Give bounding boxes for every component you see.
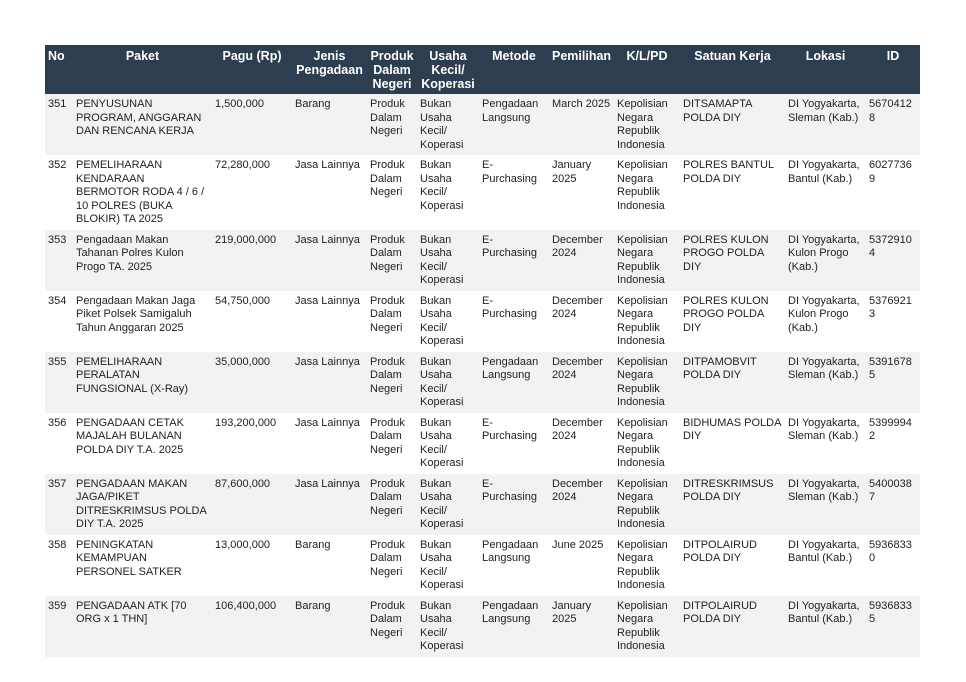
cell-satuan-kerja: DITPOLAIRUD POLDA DIY [680, 535, 785, 596]
cell-no: 353 [45, 230, 73, 291]
cell-klpd: Kepolisian Negara Republik Indonesia [614, 413, 680, 474]
cell-jenis-pengadaan: Barang [292, 535, 367, 596]
table-body [45, 94, 920, 657]
cell-no: 355 [45, 352, 73, 413]
cell-pemilihan: December 2024 [549, 352, 614, 413]
cell-pagu: 193,200,000 [212, 413, 292, 474]
cell-klpd: Kepolisian Negara Republik Indonesia [614, 535, 680, 596]
cell-pagu: 13,000,000 [212, 535, 292, 596]
cell-pemilihan: March 2025 [549, 94, 614, 155]
cell-id: 53769213 [866, 291, 920, 352]
table-row[interactable] [45, 596, 920, 657]
cell-usaha-kecil: Bukan Usaha Kecil/ Koperasi [417, 596, 479, 657]
cell-satuan-kerja: DITPOLAIRUD POLDA DIY [680, 596, 785, 657]
cell-no: 357 [45, 474, 73, 535]
cell-satuan-kerja: POLRES KULON PROGO POLDA DIY [680, 291, 785, 352]
cell-usaha-kecil: Bukan Usaha Kecil/ Koperasi [417, 474, 479, 535]
cell-pemilihan: January 2025 [549, 596, 614, 657]
header-usaha-kecil[interactable]: Usaha Kecil/ Koperasi [417, 45, 479, 94]
cell-paket: Pengadaan Makan Tahanan Polres Kulon Progo TA. 2025 [73, 230, 212, 291]
header-satuan-kerja[interactable]: Satuan Kerja [680, 45, 785, 94]
cell-no: 354 [45, 291, 73, 352]
cell-paket: PENINGKATAN KEMAMPUAN PERSONEL SATKER [73, 535, 212, 596]
cell-produk-dalam-negeri: Produk Dalam Negeri [367, 230, 417, 291]
cell-jenis-pengadaan: Jasa Lainnya [292, 230, 367, 291]
cell-produk-dalam-negeri: Produk Dalam Negeri [367, 535, 417, 596]
cell-id: 56704128 [866, 94, 920, 155]
cell-no: 352 [45, 155, 73, 230]
cell-pemilihan: December 2024 [549, 413, 614, 474]
cell-satuan-kerja: POLRES KULON PROGO POLDA DIY [680, 230, 785, 291]
cell-lokasi: DI Yogyakarta, Sleman (Kab.) [785, 352, 866, 413]
cell-produk-dalam-negeri: Produk Dalam Negeri [367, 596, 417, 657]
cell-satuan-kerja: DITPAMOBVIT POLDA DIY [680, 352, 785, 413]
cell-jenis-pengadaan: Barang [292, 94, 367, 155]
cell-pagu: 72,280,000 [212, 155, 292, 230]
cell-pagu: 87,600,000 [212, 474, 292, 535]
cell-pagu: 1,500,000 [212, 94, 292, 155]
cell-produk-dalam-negeri: Produk Dalam Negeri [367, 413, 417, 474]
cell-metode: Pengadaan Langsung [479, 535, 549, 596]
cell-id: 53916785 [866, 352, 920, 413]
cell-pemilihan: June 2025 [549, 535, 614, 596]
header-pemilihan[interactable]: Pemilihan [549, 45, 614, 94]
cell-paket: PENYUSUNAN PROGRAM, ANGGARAN DAN RENCANA KERJA [73, 94, 212, 155]
cell-paket: PENGADAAN ATK [70 ORG x 1 THN] [73, 596, 212, 657]
cell-paket: Pengadaan Makan Jaga Piket Polsek Samigaluh Tahun Anggaran 2025 [73, 291, 212, 352]
cell-usaha-kecil: Bukan Usaha Kecil/ Koperasi [417, 230, 479, 291]
cell-no: 351 [45, 94, 73, 155]
table-row[interactable] [45, 155, 920, 230]
cell-id: 53999942 [866, 413, 920, 474]
cell-pemilihan: December 2024 [549, 474, 614, 535]
cell-pemilihan: January 2025 [549, 155, 614, 230]
cell-jenis-pengadaan: Jasa Lainnya [292, 413, 367, 474]
header-produk-dalam-negeri[interactable]: Produk Dalam Negeri [367, 45, 417, 94]
cell-metode: E-Purchasing [479, 291, 549, 352]
cell-metode: E-Purchasing [479, 230, 549, 291]
cell-lokasi: DI Yogyakarta, Kulon Progo (Kab.) [785, 230, 866, 291]
table-row[interactable] [45, 230, 920, 291]
cell-pagu: 54,750,000 [212, 291, 292, 352]
table-row[interactable] [45, 474, 920, 535]
header-paket[interactable]: Paket [73, 45, 212, 94]
header-jenis-pengadaan[interactable]: Jenis Pengadaan [292, 45, 367, 94]
cell-pemilihan: December 2024 [549, 291, 614, 352]
cell-jenis-pengadaan: Jasa Lainnya [292, 352, 367, 413]
cell-jenis-pengadaan: Jasa Lainnya [292, 291, 367, 352]
cell-usaha-kecil: Bukan Usaha Kecil/ Koperasi [417, 155, 479, 230]
cell-jenis-pengadaan: Jasa Lainnya [292, 155, 367, 230]
cell-metode: E-Purchasing [479, 413, 549, 474]
table-header-row [45, 45, 920, 94]
cell-metode: Pengadaan Langsung [479, 596, 549, 657]
cell-satuan-kerja: BIDHUMAS POLDA DIY [680, 413, 785, 474]
table-row[interactable] [45, 535, 920, 596]
header-no[interactable]: No [45, 45, 73, 94]
cell-satuan-kerja: POLRES BANTUL POLDA DIY [680, 155, 785, 230]
cell-pagu: 35,000,000 [212, 352, 292, 413]
cell-lokasi: DI Yogyakarta, Sleman (Kab.) [785, 94, 866, 155]
cell-klpd: Kepolisian Negara Republik Indonesia [614, 352, 680, 413]
cell-satuan-kerja: DITRESKRIMSUS POLDA DIY [680, 474, 785, 535]
header-pagu[interactable]: Pagu (Rp) [212, 45, 292, 94]
cell-paket: PENGADAAN MAKAN JAGA/PIKET DITRESKRIMSUS POLDA DIY T.A. 2025 [73, 474, 212, 535]
cell-paket: PEMELIHARAAN KENDARAAN BERMOTOR RODA 4 / 6 / 10 POLRES (BUKA BLOKIR) TA 2025 [73, 155, 212, 230]
cell-metode: E-Purchasing [479, 474, 549, 535]
cell-jenis-pengadaan: Barang [292, 596, 367, 657]
cell-produk-dalam-negeri: Produk Dalam Negeri [367, 94, 417, 155]
cell-klpd: Kepolisian Negara Republik Indonesia [614, 291, 680, 352]
cell-lokasi: DI Yogyakarta, Sleman (Kab.) [785, 413, 866, 474]
cell-produk-dalam-negeri: Produk Dalam Negeri [367, 352, 417, 413]
cell-usaha-kecil: Bukan Usaha Kecil/ Koperasi [417, 413, 479, 474]
cell-no: 359 [45, 596, 73, 657]
header-metode[interactable]: Metode [479, 45, 549, 94]
cell-usaha-kecil: Bukan Usaha Kecil/ Koperasi [417, 535, 479, 596]
cell-id: 59368335 [866, 596, 920, 657]
cell-lokasi: DI Yogyakarta, Sleman (Kab.) [785, 474, 866, 535]
cell-klpd: Kepolisian Negara Republik Indonesia [614, 94, 680, 155]
cell-produk-dalam-negeri: Produk Dalam Negeri [367, 291, 417, 352]
cell-pemilihan: December 2024 [549, 230, 614, 291]
cell-no: 358 [45, 535, 73, 596]
cell-metode: Pengadaan Langsung [479, 352, 549, 413]
cell-id: 53729104 [866, 230, 920, 291]
cell-usaha-kecil: Bukan Usaha Kecil/ Koperasi [417, 291, 479, 352]
cell-usaha-kecil: Bukan Usaha Kecil/ Koperasi [417, 94, 479, 155]
cell-klpd: Kepolisian Negara Republik Indonesia [614, 230, 680, 291]
cell-no: 356 [45, 413, 73, 474]
cell-lokasi: DI Yogyakarta, Bantul (Kab.) [785, 155, 866, 230]
cell-id: 60277369 [866, 155, 920, 230]
cell-usaha-kecil: Bukan Usaha Kecil/ Koperasi [417, 352, 479, 413]
cell-klpd: Kepolisian Negara Republik Indonesia [614, 155, 680, 230]
cell-pagu: 219,000,000 [212, 230, 292, 291]
cell-metode: E-Purchasing [479, 155, 549, 230]
table-row[interactable] [45, 291, 920, 352]
cell-klpd: Kepolisian Negara Republik Indonesia [614, 474, 680, 535]
header-klpd[interactable]: K/L/PD [614, 45, 680, 94]
cell-satuan-kerja: DITSAMAPTA POLDA DIY [680, 94, 785, 155]
table-row[interactable] [45, 413, 920, 474]
cell-lokasi: DI Yogyakarta, Kulon Progo (Kab.) [785, 291, 866, 352]
header-lokasi[interactable]: Lokasi [785, 45, 866, 94]
cell-pagu: 106,400,000 [212, 596, 292, 657]
table-row[interactable] [45, 352, 920, 413]
cell-id: 59368330 [866, 535, 920, 596]
cell-paket: PEMELIHARAAN PERALATAN FUNGSIONAL (X-Ray) [73, 352, 212, 413]
procurement-table [45, 45, 920, 657]
cell-produk-dalam-negeri: Produk Dalam Negeri [367, 474, 417, 535]
cell-id: 54000387 [866, 474, 920, 535]
cell-metode: Pengadaan Langsung [479, 94, 549, 155]
cell-klpd: Kepolisian Negara Republik Indonesia [614, 596, 680, 657]
cell-jenis-pengadaan: Jasa Lainnya [292, 474, 367, 535]
cell-lokasi: DI Yogyakarta, Bantul (Kab.) [785, 596, 866, 657]
table-row[interactable] [45, 94, 920, 155]
cell-produk-dalam-negeri: Produk Dalam Negeri [367, 155, 417, 230]
cell-paket: PENGADAAN CETAK MAJALAH BULANAN POLDA DIY T.A. 2025 [73, 413, 212, 474]
cell-lokasi: DI Yogyakarta, Bantul (Kab.) [785, 535, 866, 596]
header-id[interactable]: ID [866, 45, 920, 94]
